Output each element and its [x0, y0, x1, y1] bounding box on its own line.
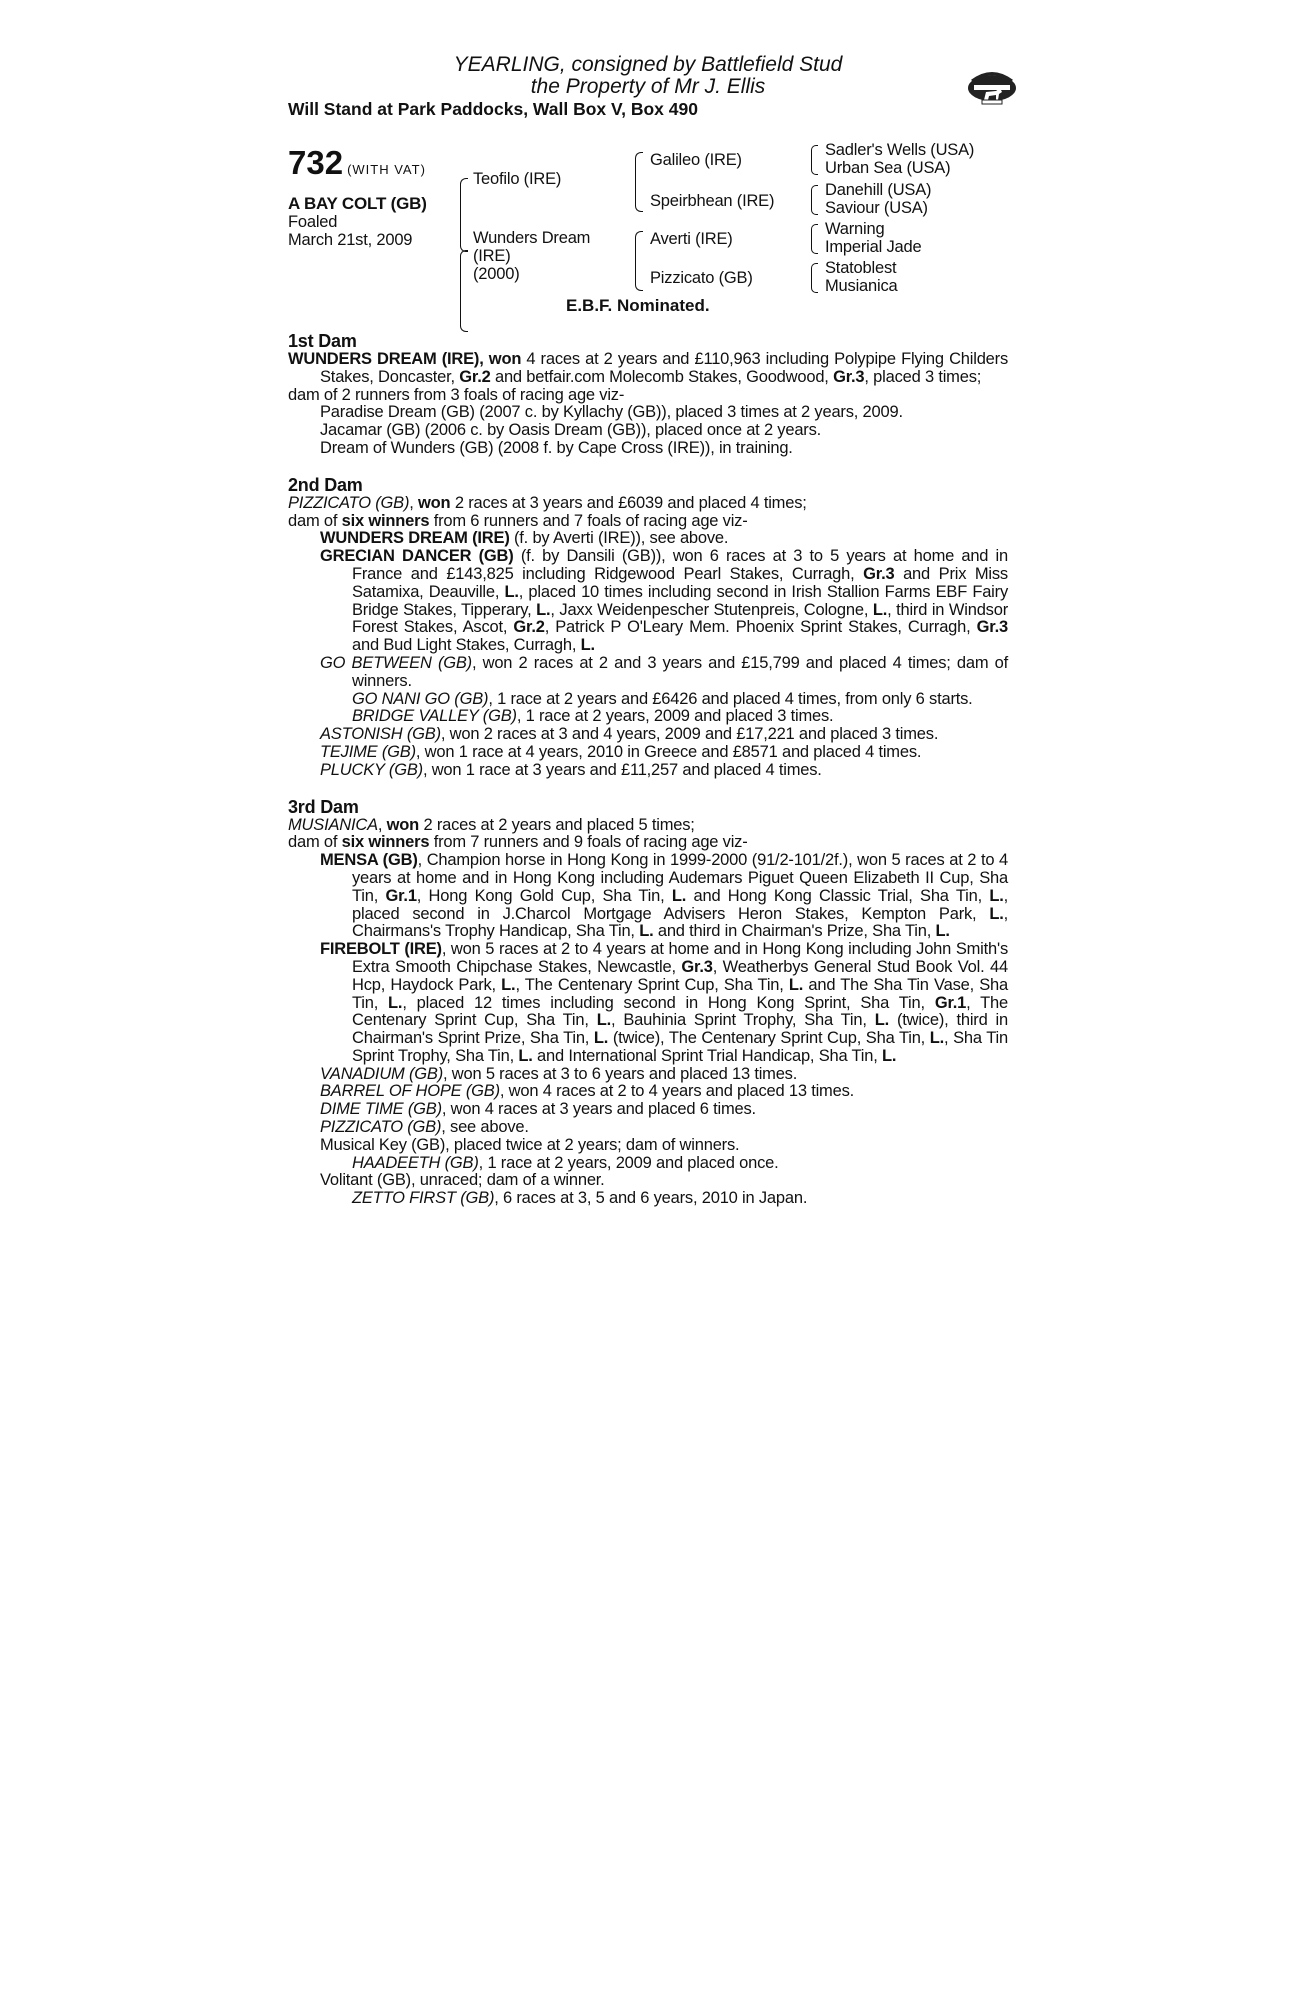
horse-name: PIZZICATO (GB)	[320, 1118, 442, 1137]
record-text: , won 5 races at 3 to 6 years and placed 13 times.	[443, 1064, 798, 1083]
winners-count: six winners	[341, 833, 430, 852]
record-text: , third in Windsor Forest Stakes, Ascot,	[352, 600, 1008, 637]
lot-number: 732	[288, 144, 344, 181]
third-dam-heading: 3rd Dam	[288, 796, 359, 817]
listed: L.	[788, 975, 804, 994]
dam-of-text: from 6 runners and 7 foals of racing age viz-	[429, 511, 748, 530]
horse-name: GO BETWEEN (GB)	[320, 653, 472, 672]
pedigree-dam-line: (IRE)	[473, 246, 511, 265]
listed: L.	[872, 600, 888, 619]
progeny-line: Volitant (GB), unraced; dam of a winner.	[320, 1171, 605, 1190]
horse-name: WUNDERS DREAM (IRE)	[320, 529, 510, 548]
pedigree-dam-line: (2000)	[473, 264, 520, 283]
horse-name: TEJIME (GB)	[320, 742, 416, 761]
pedigree-sdd: Saviour (USA)	[825, 199, 928, 217]
horse-name: GO NANI GO (GB)	[352, 689, 489, 708]
listed: L.	[501, 975, 516, 994]
grade: Gr.3	[976, 618, 1008, 637]
progeny-line	[288, 1119, 1008, 1137]
record-text: , placed 12 times including second in Hong Kong Sprint, Sha Tin,	[402, 993, 935, 1012]
dam-of-line	[288, 834, 1008, 852]
record-text: ,	[377, 815, 387, 834]
progeny-line: Dream of Wunders (GB) (2008 f. by Cape Cross (IRE)), in training.	[320, 438, 793, 457]
record-text: , placed 3 times;	[864, 367, 982, 386]
progeny-line: Musical Key (GB), placed twice at 2 years; dam of winners.	[320, 1135, 740, 1154]
pedigree-dam	[473, 230, 590, 283]
listed: L.	[929, 1029, 945, 1048]
horse-name: WUNDERS DREAM (IRE)	[288, 350, 480, 368]
pedigree-sss: Sadler's Wells (USA)	[825, 141, 975, 159]
record-text: , placed 10 times including second in Irish Stallion Farms EBF Fairy Bridge Stakes, Tipperary,	[352, 582, 1008, 619]
second-dam-heading: 2nd Dam	[288, 474, 363, 495]
record-text: , won 1 race at 4 years, 2010 in Greece and £8571 and placed 4 times.	[415, 742, 922, 761]
progeny-line	[288, 548, 1008, 655]
second-dam-record: PIZZICATO (GB), won 2 races at 3 years and £6039 and placed 4 times;	[288, 493, 807, 512]
record-text: , Chairmans's Trophy Handicap, Sha Tin,	[352, 904, 1008, 941]
dam-of-text: dam of	[288, 511, 342, 530]
horse-name: DIME TIME (GB)	[320, 1100, 442, 1119]
stud-logo-icon	[966, 66, 1018, 106]
record-text: , Bauhinia Sprint Trophy, Sha Tin,	[610, 1011, 875, 1030]
won-label: , won	[479, 350, 522, 368]
listed: L.	[596, 1011, 611, 1030]
horse-name: FIREBOLT (IRE)	[320, 940, 442, 959]
pedigree-brace	[811, 145, 818, 175]
progeny-line	[288, 941, 1008, 1066]
record-text: and Hong Kong Classic Trial, Sha Tin,	[686, 886, 990, 905]
listed: L.	[671, 886, 687, 905]
progeny-line	[288, 762, 1008, 780]
horse-description	[288, 194, 427, 250]
record-text: , Jaxx Weidenpescher Stutenpreis, Cologne,	[550, 600, 873, 619]
grade: Gr.1	[934, 993, 967, 1012]
pedigree-ddd: Musianica	[825, 277, 898, 295]
catalogue-page	[288, 53, 1009, 1208]
third-dam-record	[288, 817, 1008, 835]
grand-progeny-line	[288, 1155, 1008, 1173]
pedigree-sds: Danehill (USA)	[825, 181, 932, 199]
listed: L.	[989, 904, 1004, 923]
grade: Gr.1	[385, 886, 417, 905]
grand-progeny-line	[288, 1190, 1008, 1208]
listed: L.	[580, 636, 595, 655]
pedigree-dds: Statoblest	[825, 259, 897, 277]
dam-of-line	[288, 513, 1008, 531]
pedigree-brace	[811, 263, 818, 293]
record-text: , won 2 races at 2 and 3 years and £15,799 and placed 4 times; dam of winners.	[352, 653, 1009, 690]
grade: Gr.3	[863, 564, 895, 583]
won-label: won	[418, 493, 451, 512]
grade: Gr.3	[833, 367, 865, 386]
pedigree-brace	[635, 152, 643, 212]
pedigree-dam-dam: Pizzicato (GB)	[650, 269, 753, 287]
listed: L.	[935, 922, 950, 941]
horse-name: MENSA (GB)	[320, 851, 418, 870]
record-text: , The Centenary Sprint Cup, Sha Tin,	[515, 975, 789, 994]
horse-name: HAADEETH (GB)	[352, 1153, 479, 1172]
record-text: , 6 races at 3, 5 and 6 years, 2010 in Japan.	[494, 1189, 808, 1208]
foaled-date: March 21st, 2009	[288, 230, 413, 249]
progeny-line	[288, 1101, 1008, 1119]
first-dam-record	[288, 351, 1008, 387]
pedigree-dam-sire: Averti (IRE)	[650, 230, 733, 248]
catalogue-body	[288, 332, 1008, 1208]
listed: L.	[536, 600, 551, 619]
foaled-label: Foaled	[288, 213, 338, 231]
record-text: and Bud Light Stakes, Curragh,	[352, 636, 581, 655]
grand-progeny-line	[288, 708, 1008, 726]
winners-count: six winners	[341, 511, 430, 530]
record-text: , Hong Kong Gold Cup, Sha Tin,	[416, 886, 672, 905]
header-consignor: YEARLING, consigned by Battlefield Stud	[453, 53, 843, 76]
listed: L.	[989, 886, 1004, 905]
progeny-line	[288, 655, 1008, 691]
pedigree-sire-sire: Galileo (IRE)	[650, 151, 742, 169]
record-text: , won 4 races at 3 years and placed 6 times.	[441, 1100, 756, 1119]
record-text: , won 2 races at 3 and 4 years, 2009 and £17,221 and placed 3 times.	[440, 725, 939, 744]
horse-name: PLUCKY (GB)	[320, 760, 423, 779]
record-text: , 1 race at 2 years, 2009 and placed 3 times.	[516, 707, 834, 726]
record-text: , Sha Tin Sprint Trophy, Sha Tin,	[352, 1029, 1008, 1065]
pedigree-dss: Warning	[825, 220, 885, 238]
header-stabling: Will Stand at Park Paddocks, Wall Box V, Box 490	[288, 99, 698, 119]
header-property: the Property of Mr J. Ellis	[530, 75, 766, 98]
record-text: , Patrick P O'Leary Mem. Phoenix Sprint Stakes, Curragh,	[544, 618, 977, 637]
first-dam-heading: 1st Dam	[288, 331, 357, 351]
record-text: (f. by Averti (IRE)), see above.	[509, 529, 729, 548]
grade: Gr.2	[459, 367, 491, 386]
record-text: , placed second in J.Charcol Mortgage Advisers Heron Stakes, Kempton Park,	[352, 886, 1008, 923]
record-text: and Prix Miss Satamixa, Deauville,	[352, 564, 1008, 601]
horse-name: BRIDGE VALLEY (GB)	[352, 707, 517, 726]
record-text: , won 1 race at 3 years and £11,257 and placed 4 times.	[422, 760, 822, 779]
horse-name: GRECIAN DANCER (GB)	[320, 547, 514, 566]
pedigree-brace	[635, 231, 643, 291]
record-text: , won 5 races at 2 to 4 years at home and in Hong Kong including John Smith's Extra Smooth Chipchase Stakes, Newcastle,	[352, 940, 1008, 976]
record-text: and third in Chairman's Prize, Sha Tin,	[653, 922, 936, 941]
horse-name: VANADIUM (GB)	[320, 1064, 443, 1083]
progeny-line: Jacamar (GB) (2006 c. by Oasis Dream (GB)), placed once at 2 years.	[320, 421, 822, 440]
listed: L.	[593, 1029, 609, 1048]
pedigree-ssd: Urban Sea (USA)	[825, 159, 951, 177]
progeny-line	[288, 1083, 1008, 1101]
record-text: and International Sprint Trial Handicap, Sha Tin,	[532, 1046, 883, 1065]
lot-vat: (WITH VAT)	[347, 162, 426, 177]
progeny-line	[288, 744, 1008, 762]
pedigree-sire: Teofilo (IRE)	[473, 170, 562, 188]
pedigree-brace	[460, 250, 468, 332]
pedigree-brace	[811, 224, 818, 254]
record-text: and The Sha Tin Vase, Sha Tin,	[352, 975, 1008, 1012]
dam-of-text: dam of	[288, 833, 342, 852]
pedigree-dsd: Imperial Jade	[825, 238, 922, 256]
record-text: (twice), The Centenary Sprint Cup, Sha Tin,	[608, 1029, 930, 1048]
record-text: (f. by Dansili (GB)), won 6 races at 3 to 5 years at home and in France and £143,825 including Ridgewood Pearl Stakes, Curragh,	[352, 547, 1008, 583]
pedigree-sire-dam: Speirbhean (IRE)	[650, 192, 775, 210]
progeny-line: Paradise Dream (GB) (2007 c. by Kyllachy (GB)), placed 3 times at 2 years, 2009.	[320, 403, 903, 422]
grand-progeny-line	[288, 691, 1008, 709]
dam-of-line: dam of 2 runners from 3 foals of racing age viz-	[288, 385, 625, 404]
listed: L.	[388, 993, 403, 1012]
horse-name: BARREL OF HOPE (GB)	[320, 1082, 500, 1101]
progeny-line	[288, 1066, 1008, 1084]
dam-of-text: from 7 runners and 9 foals of racing age viz-	[429, 833, 748, 852]
lot-number-block	[288, 146, 426, 180]
record-text: 4 races at 2 years and £110,963 including Polypipe Flying Childers Stakes, Doncaster,	[320, 350, 1008, 386]
record-text: , The Centenary Sprint Cup, Sha Tin,	[352, 993, 1008, 1030]
record-text: and betfair.com Molecomb Stakes, Goodwood,	[490, 367, 834, 386]
record-text: , 1 race at 2 years, 2009 and placed once.	[478, 1153, 779, 1172]
record-text: , Weatherbys General Stud Book Vol. 44 Hcp, Haydock Park,	[352, 957, 1008, 994]
listed: L.	[639, 922, 654, 941]
listed: L.	[518, 1046, 533, 1065]
record-text: , Champion horse in Hong Kong in 1999-2000 (91/2-101/2f.), won 5 races at 2 to 4 years at home and in Hong Kong including Audemars Piguet Queen Elizabeth II Cup, Sha Tin,	[352, 851, 1008, 905]
listed: L.	[504, 582, 519, 601]
won-label: won	[386, 815, 420, 834]
pedigree-brace	[460, 178, 468, 252]
record-text: , won 4 races at 2 to 4 years and placed 13 times.	[499, 1082, 855, 1101]
ebf-nominated: E.B.F. Nominated.	[566, 296, 710, 315]
record-text: (twice), third in Chairman's Sprint Prize, Sha Tin,	[352, 1011, 1008, 1048]
horse-name: ASTONISH (GB)	[320, 725, 441, 744]
horse-name: A BAY COLT (GB)	[288, 194, 427, 213]
pedigree-brace	[811, 185, 818, 215]
listed: L.	[874, 1011, 889, 1030]
progeny-line	[288, 852, 1008, 941]
record-text: , 1 race at 2 years and £6426 and placed 4 times, from only 6 starts.	[488, 689, 973, 708]
record-text: 2 races at 3 years and £6039 and placed 4 times;	[450, 493, 807, 512]
record-text: , see above.	[441, 1118, 529, 1137]
horse-name: PIZZICATO (GB)	[288, 493, 410, 512]
horse-name: MUSIANICA	[288, 815, 378, 834]
progeny-line	[288, 726, 1008, 744]
listed: L.	[882, 1046, 897, 1065]
pedigree-dam-line: Wunders Dream	[473, 229, 591, 247]
grade: Gr.3	[681, 957, 713, 976]
progeny-line	[288, 530, 1008, 548]
record-text: 2 races at 2 years and placed 5 times;	[419, 815, 695, 834]
horse-name: ZETTO FIRST (GB)	[352, 1189, 495, 1208]
grade: Gr.2	[513, 618, 545, 637]
